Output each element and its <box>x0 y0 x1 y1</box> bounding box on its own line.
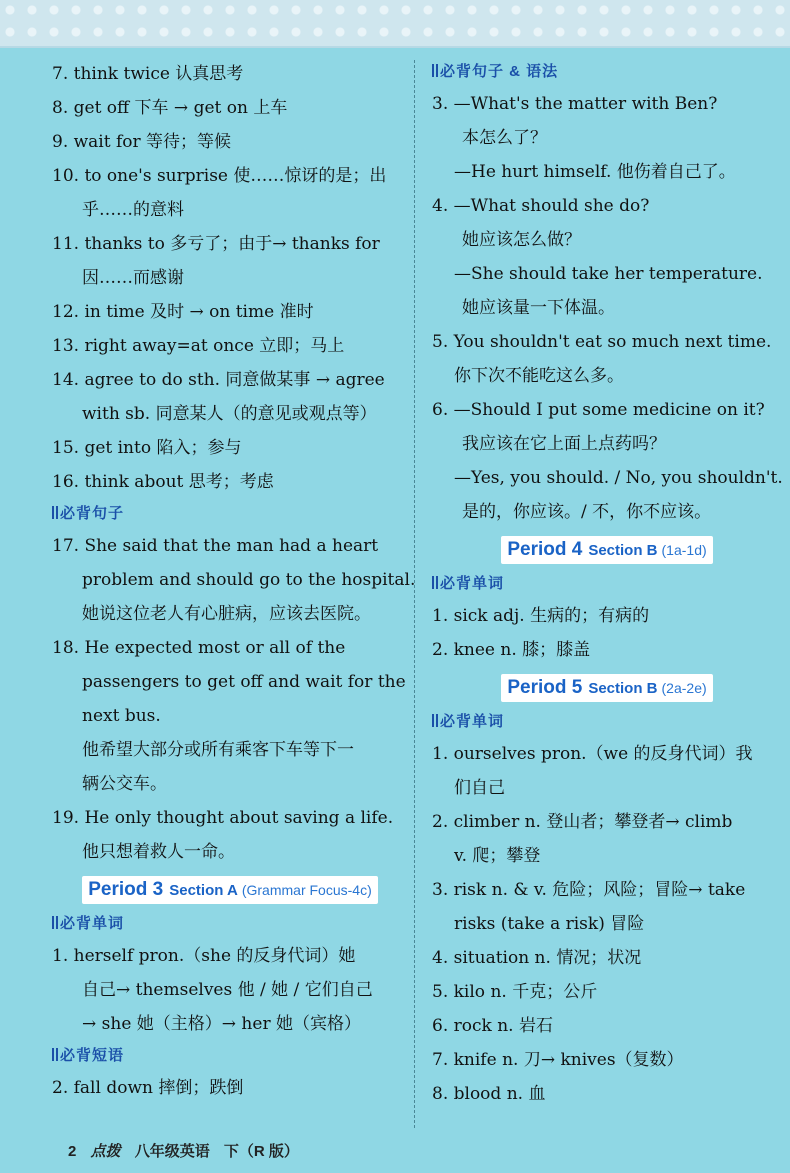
sentence-18: 18. He expected most or all of the <box>52 638 346 658</box>
word-herself: 1. herself pron.（she 的反身代词）她 <box>52 946 356 966</box>
section-heading-sentences-grammar: 必背句子 & 语法 <box>432 57 782 87</box>
top-decorative-band <box>0 0 790 48</box>
sentence-4: 4. —What should she do? <box>432 196 650 216</box>
word-risk: 3. risk n. & v. 危险；风险；冒险→ take <box>432 880 746 900</box>
section-heading-words: 必背单词 <box>52 909 408 939</box>
sentence-6: 6. —Should I put some medicine on it? <box>432 400 765 420</box>
phrase-11-cont: 因……而感谢 <box>82 268 184 288</box>
period-3-banner: Period 3 Section A (Grammar Focus-4c) <box>52 869 408 909</box>
sentence-4-translation: 她应该怎么做？ <box>462 230 581 250</box>
phrase-10-cont: 乎……的意料 <box>82 200 184 220</box>
period-5-banner: Period 5 Section B (2a-2e) <box>432 667 782 707</box>
sentence-17: 17. She said that the man had a heart <box>52 536 379 556</box>
phrase-14: 14. agree to do sth. 同意做某事 → agree <box>52 370 385 390</box>
word-rock: 6. rock n. 岩石 <box>432 1016 553 1036</box>
phrase-11: 11. thanks to 多亏了；由于→ thanks for <box>52 234 380 254</box>
word-herself-cont: 自己→ themselves 他 / 她 / 它们自己 <box>82 980 373 1000</box>
phrase-12: 12. in time 及时 → on time 准时 <box>52 302 314 322</box>
sentence-18-cont2: next bus. <box>82 706 161 726</box>
book-title: 八年级英语 <box>134 1143 210 1160</box>
book-term: 下（R 版） <box>223 1143 299 1160</box>
period-4-banner: Period 4 Section B (1a-1d) <box>432 529 782 569</box>
sentence-6-answer-translation: 是的，你应该。/ 不，你不应该。 <box>462 502 712 522</box>
sentence-3-answer: —He hurt himself. 他伤着自己了。 <box>454 162 736 182</box>
sentence-5-translation: 你下次不能吃这么多。 <box>454 366 624 386</box>
right-column <box>432 57 782 1111</box>
sentence-3: 3. —What's the matter with Ben? <box>432 94 718 114</box>
word-blood: 8. blood n. 血 <box>432 1084 546 1104</box>
sentence-4-answer: —She should take her temperature. <box>454 264 763 284</box>
sentence-18-translation: 他希望大部分或所有乘客下车等下一 <box>82 740 354 760</box>
sentence-18-translation-cont: 辆公交车。 <box>82 774 167 794</box>
sentence-17-translation: 她说这位老人有心脏病，应该去医院。 <box>82 604 371 624</box>
word-ourselves: 1. ourselves pron.（we 的反身代词）我 <box>432 744 753 764</box>
phrase-10: 10. to one's surprise 使……惊讶的是；出 <box>52 166 387 186</box>
word-ourselves-cont: 们自己 <box>454 778 505 798</box>
phrase-fall-down: 2. fall down 摔倒；跌倒 <box>52 1078 244 1098</box>
phrase-13: 13. right away=at once 立即；马上 <box>52 336 345 356</box>
sentence-6-translation: 我应该在它上面上点药吗？ <box>462 434 666 454</box>
word-climber-cont: v. 爬；攀登 <box>454 846 541 866</box>
word-situation: 4. situation n. 情况；状况 <box>432 948 642 968</box>
sentence-19: 19. He only thought about saving a life. <box>52 808 394 828</box>
phrase-7: 7. think twice 认真思考 <box>52 64 244 84</box>
section-heading-words-4: 必背单词 <box>432 569 782 599</box>
word-kilo: 5. kilo n. 千克；公斤 <box>432 982 598 1002</box>
phrase-15: 15. get into 陷入；参与 <box>52 438 242 458</box>
word-sick: 1. sick adj. 生病的；有病的 <box>432 606 650 626</box>
sentence-17-cont: problem and should go to the hospital. <box>82 570 416 590</box>
phrase-16: 16. think about 思考；考虑 <box>52 472 274 492</box>
word-climber: 2. climber n. 登山者；攀登者→ climb <box>432 812 733 832</box>
brand-logo: 点拨 <box>90 1143 121 1160</box>
left-column <box>52 57 416 1105</box>
phrase-14-cont: with sb. 同意某人（的意见或观点等） <box>82 404 377 424</box>
word-knee: 2. knee n. 膝；膝盖 <box>432 640 591 660</box>
section-heading-phrases: 必背短语 <box>52 1041 408 1071</box>
word-herself-cont2: → she 她（主格）→ her 她（宾格） <box>82 1014 361 1034</box>
phrase-9: 9. wait for 等待；等候 <box>52 132 232 152</box>
page-number: 2 <box>68 1143 77 1160</box>
sentence-6-answer: —Yes, you should. / No, you shouldn't. <box>454 468 783 488</box>
section-heading-sentences: 必背句子 <box>52 499 408 529</box>
word-risk-cont: risks (take a risk) 冒险 <box>454 914 645 934</box>
sentence-3-translation: 本怎么了？ <box>462 128 547 148</box>
sentence-5: 5. You shouldn't eat so much next time. <box>432 332 772 352</box>
section-heading-words-5: 必背单词 <box>432 707 782 737</box>
sentence-4-answer-translation: 她应该量一下体温。 <box>462 298 615 318</box>
word-knife: 7. knife n. 刀→ knives（复数） <box>432 1050 684 1070</box>
phrase-8: 8. get off 下车 → get on 上车 <box>52 98 288 118</box>
sentence-19-translation: 他只想着救人一命。 <box>82 842 235 862</box>
sentence-18-cont: passengers to get off and wait for the <box>82 672 406 692</box>
page-footer <box>68 1140 309 1161</box>
